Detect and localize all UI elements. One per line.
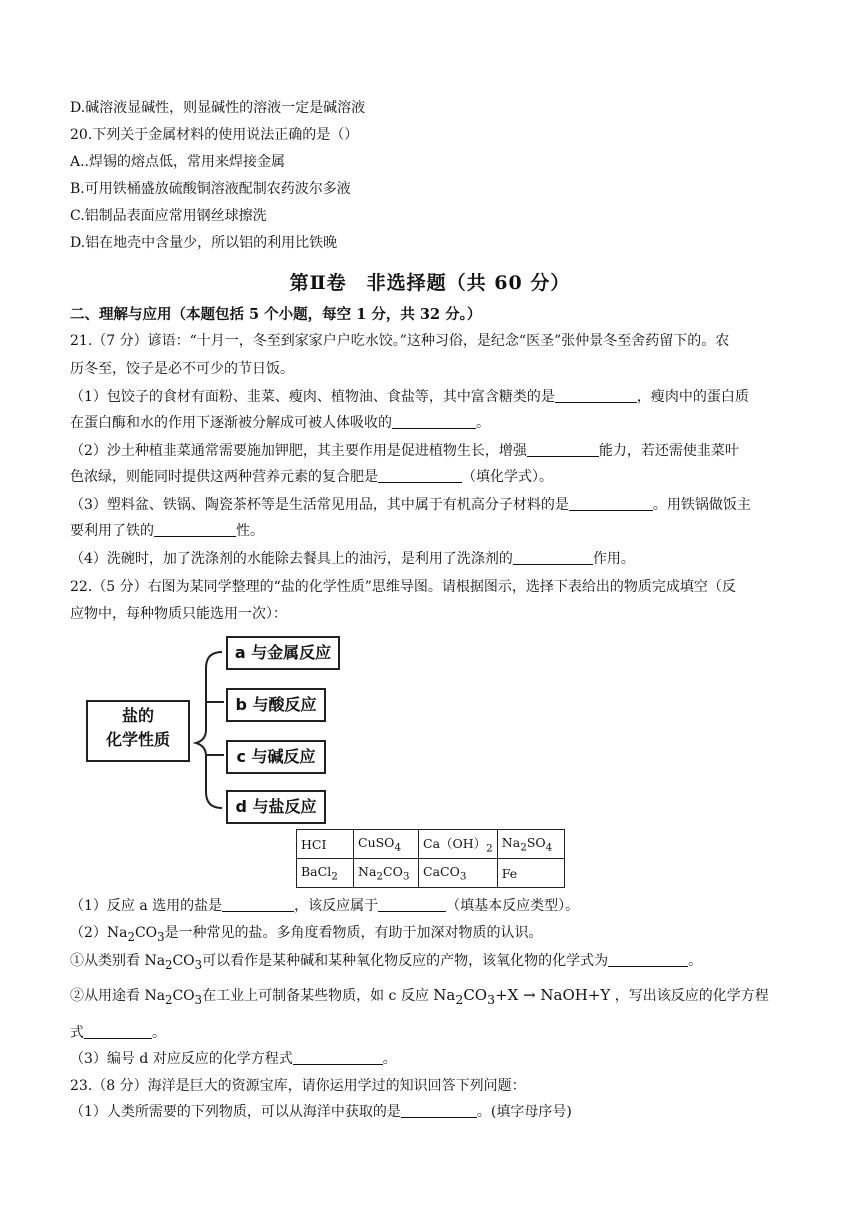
eq-text: +X → NaOH+Y bbox=[495, 986, 611, 1004]
q22-part3 bbox=[70, 1050, 397, 1068]
q22-stem-line1: 22.（5 分）右图为某同学整理的“盐的化学性质”思维导图。请根据图示，选择下表给出的物质完成填空（反 bbox=[70, 579, 736, 595]
text: 性。 bbox=[236, 523, 264, 539]
s: 2 bbox=[331, 870, 338, 883]
t: Na bbox=[358, 863, 377, 879]
t: Ca（OH） bbox=[423, 835, 487, 851]
text: ，写出该反应的化学方程 bbox=[614, 988, 769, 1004]
text: （1）反应 a 选用的盐是 bbox=[70, 898, 223, 914]
q23-part1 bbox=[70, 1103, 572, 1121]
text: 。(填字母序号) bbox=[476, 1104, 572, 1120]
blank[interactable] bbox=[513, 550, 593, 565]
q20-option-a: A..焊锡的熔点低，常用来焊接金属 bbox=[70, 154, 286, 170]
blank[interactable] bbox=[401, 1103, 477, 1118]
q21-part2-line1 bbox=[70, 442, 739, 460]
q21-stem-line2: 历冬至，饺子是必不可少的节日饭。 bbox=[70, 361, 294, 377]
q21-part1-line2 bbox=[70, 414, 490, 432]
center-line2: 化学性质 bbox=[105, 730, 170, 749]
table-cell: Fe bbox=[497, 859, 564, 888]
text: 能力，若还需使韭菜叶 bbox=[598, 443, 739, 459]
blank[interactable] bbox=[293, 1050, 383, 1065]
q21-stem-line1: 21.（7 分）谚语：“十月一，冬至到家家户户吃水饺。”这种习俗，是纪念“医圣”张仲景冬至舍药留下的。农 bbox=[70, 333, 730, 349]
blank[interactable] bbox=[222, 897, 294, 912]
eq-sub: 3 bbox=[487, 992, 496, 1007]
text: （1）包饺子的食材有面粉、韭菜、瘦肉、植物油、食盐等，其中富含糖类的是 bbox=[70, 389, 555, 405]
q22-part2-item1 bbox=[70, 952, 702, 974]
table-cell bbox=[354, 830, 419, 859]
s: 4 bbox=[545, 841, 553, 854]
q20-stem: 20.下列关于金属材料的使用说法正确的是（） bbox=[70, 127, 359, 143]
q21-part4-line1 bbox=[70, 550, 635, 568]
sub: 2 bbox=[127, 929, 135, 944]
part-title: 第Ⅱ卷 非选择题（共 60 分） bbox=[289, 272, 571, 294]
q22-part1 bbox=[70, 897, 579, 915]
mindmap-box-b: b 与酸反应 bbox=[226, 688, 326, 722]
text: 。 bbox=[152, 1025, 166, 1041]
text: （3）编号 d 对应反应的化学方程式 bbox=[70, 1051, 293, 1067]
text: CO bbox=[134, 925, 158, 941]
mindmap-box-d: d 与盐反应 bbox=[226, 790, 326, 824]
q19-option-d: D.碱溶液显碱性，则显碱性的溶液一定是碱溶液 bbox=[70, 100, 366, 116]
mindmap-box-c: c 与碱反应 bbox=[226, 740, 326, 774]
table-cell bbox=[354, 859, 419, 888]
text: ，该反应属于 bbox=[294, 898, 379, 914]
q22-stem-line2: 应物中，每种物质只能选用一次）： bbox=[70, 606, 287, 622]
eq-text: Na bbox=[433, 986, 456, 1004]
blank[interactable] bbox=[84, 1024, 152, 1039]
center-line1: 盐的 bbox=[121, 706, 154, 725]
text: ①从类别看 Na bbox=[70, 953, 166, 969]
text: 可以看作是某种碱和某种氧化物反应的产物，该氧化物的化学式为 bbox=[202, 953, 609, 969]
sub: 3 bbox=[157, 929, 165, 944]
t: CuSO bbox=[358, 834, 395, 850]
text: （2）Na bbox=[70, 925, 128, 941]
text: （1）人类所需要的下列物质，可以从海洋中获取的是 bbox=[70, 1104, 401, 1120]
text: 。用铁锅做饭主 bbox=[652, 497, 751, 513]
q21-part2-line2 bbox=[70, 468, 553, 486]
q20-option-b: B.可用铁桶盛放硫酸铜溶液配制农药波尔多液 bbox=[70, 181, 351, 197]
q22-part2-item2-cont bbox=[70, 1024, 166, 1042]
text: 要利用了铁的 bbox=[70, 523, 154, 539]
blank[interactable] bbox=[527, 442, 599, 457]
text: （4）洗碗时，加了洗涤剂的水能除去餐具上的油污，是利用了洗涤剂的 bbox=[70, 551, 513, 567]
q23-stem: 23.（8 分）海洋是巨大的资源宝库，请你运用学过的知识回答下列问题： bbox=[70, 1078, 526, 1094]
s: 4 bbox=[394, 841, 402, 854]
mindmap-box-a: a 与金属反应 bbox=[226, 636, 340, 670]
t: SO bbox=[526, 834, 546, 850]
s: 2 bbox=[486, 842, 493, 855]
table-cell bbox=[419, 830, 498, 859]
q21-part1-line1 bbox=[70, 388, 749, 406]
mindmap-center-box bbox=[86, 700, 190, 762]
text: 在蛋白酶和水的作用下逐渐被分解成可被人体吸收的 bbox=[70, 415, 392, 431]
blank[interactable] bbox=[378, 468, 462, 483]
s: 2 bbox=[376, 870, 384, 883]
t: CaCO bbox=[423, 863, 460, 879]
q22-part2 bbox=[70, 924, 543, 946]
substance-table bbox=[296, 829, 565, 888]
t: BaCl bbox=[301, 863, 332, 879]
q21-part3-line2 bbox=[70, 522, 264, 540]
section-heading: 二、理解与应用（本题包括 5 个小题，每空 1 分，共 32 分。） bbox=[70, 306, 482, 323]
blank[interactable] bbox=[555, 388, 637, 403]
eq-text: CO bbox=[463, 986, 488, 1004]
sub: 2 bbox=[165, 957, 173, 972]
q20-option-d: D.铝在地壳中含量少，所以铝的利用比铁晚 bbox=[70, 235, 338, 251]
t: CO bbox=[383, 863, 403, 879]
t: Na bbox=[501, 834, 521, 850]
q20-option-c: C.铝制品表面应常用钢丝球擦洗 bbox=[70, 208, 267, 224]
sub: 3 bbox=[194, 957, 203, 972]
text: 。 bbox=[476, 415, 490, 431]
table-row bbox=[297, 830, 565, 859]
s: 2 bbox=[520, 841, 527, 854]
text: CO bbox=[172, 988, 195, 1004]
text: ②从用途看 Na bbox=[70, 988, 166, 1004]
q21-part3-line1 bbox=[70, 496, 751, 514]
table-cell bbox=[497, 830, 564, 859]
text: （填基本反应类型）。 bbox=[446, 898, 580, 914]
text: （3）塑料盆、铁锅、陶瓷茶杯等是生活常见用品，其中属于有机高分子材料的是 bbox=[70, 497, 569, 513]
text: ，瘦肉中的蛋白质 bbox=[636, 389, 749, 405]
blank[interactable] bbox=[154, 522, 236, 537]
text: （2）沙土种植韭菜通常需要施加钾肥，其主要作用是促进植物生长，增强 bbox=[70, 443, 527, 459]
blank[interactable] bbox=[569, 496, 653, 511]
blank[interactable] bbox=[392, 414, 476, 429]
text: 式 bbox=[70, 1025, 84, 1041]
table-cell: HCI bbox=[297, 830, 354, 859]
text: （填化学式）。 bbox=[462, 469, 553, 485]
blank[interactable] bbox=[378, 897, 446, 912]
table-cell bbox=[297, 859, 354, 888]
q22-part2-item2 bbox=[70, 986, 769, 1009]
sub: 2 bbox=[165, 992, 173, 1007]
mindmap bbox=[70, 640, 350, 826]
text: CO bbox=[172, 953, 195, 969]
text: 作用。 bbox=[592, 551, 635, 567]
text: 。 bbox=[382, 1051, 397, 1067]
text: 是一种常见的盐。多角度看物质，有助于加深对物质的认识。 bbox=[164, 925, 543, 941]
text: 。 bbox=[688, 953, 703, 969]
s: 3 bbox=[459, 870, 467, 883]
table-cell bbox=[419, 859, 498, 888]
sub: 3 bbox=[194, 992, 203, 1007]
text: 色浓绿，则能同时提供这两种营养元素的复合肥是 bbox=[70, 469, 378, 485]
blank[interactable] bbox=[608, 952, 688, 967]
table-row bbox=[297, 859, 565, 888]
text: 在工业上可制备某些物质，如 c 反应 bbox=[202, 988, 429, 1004]
equation bbox=[433, 986, 611, 1007]
s: 3 bbox=[402, 870, 410, 883]
eq-sub: 2 bbox=[455, 992, 464, 1007]
